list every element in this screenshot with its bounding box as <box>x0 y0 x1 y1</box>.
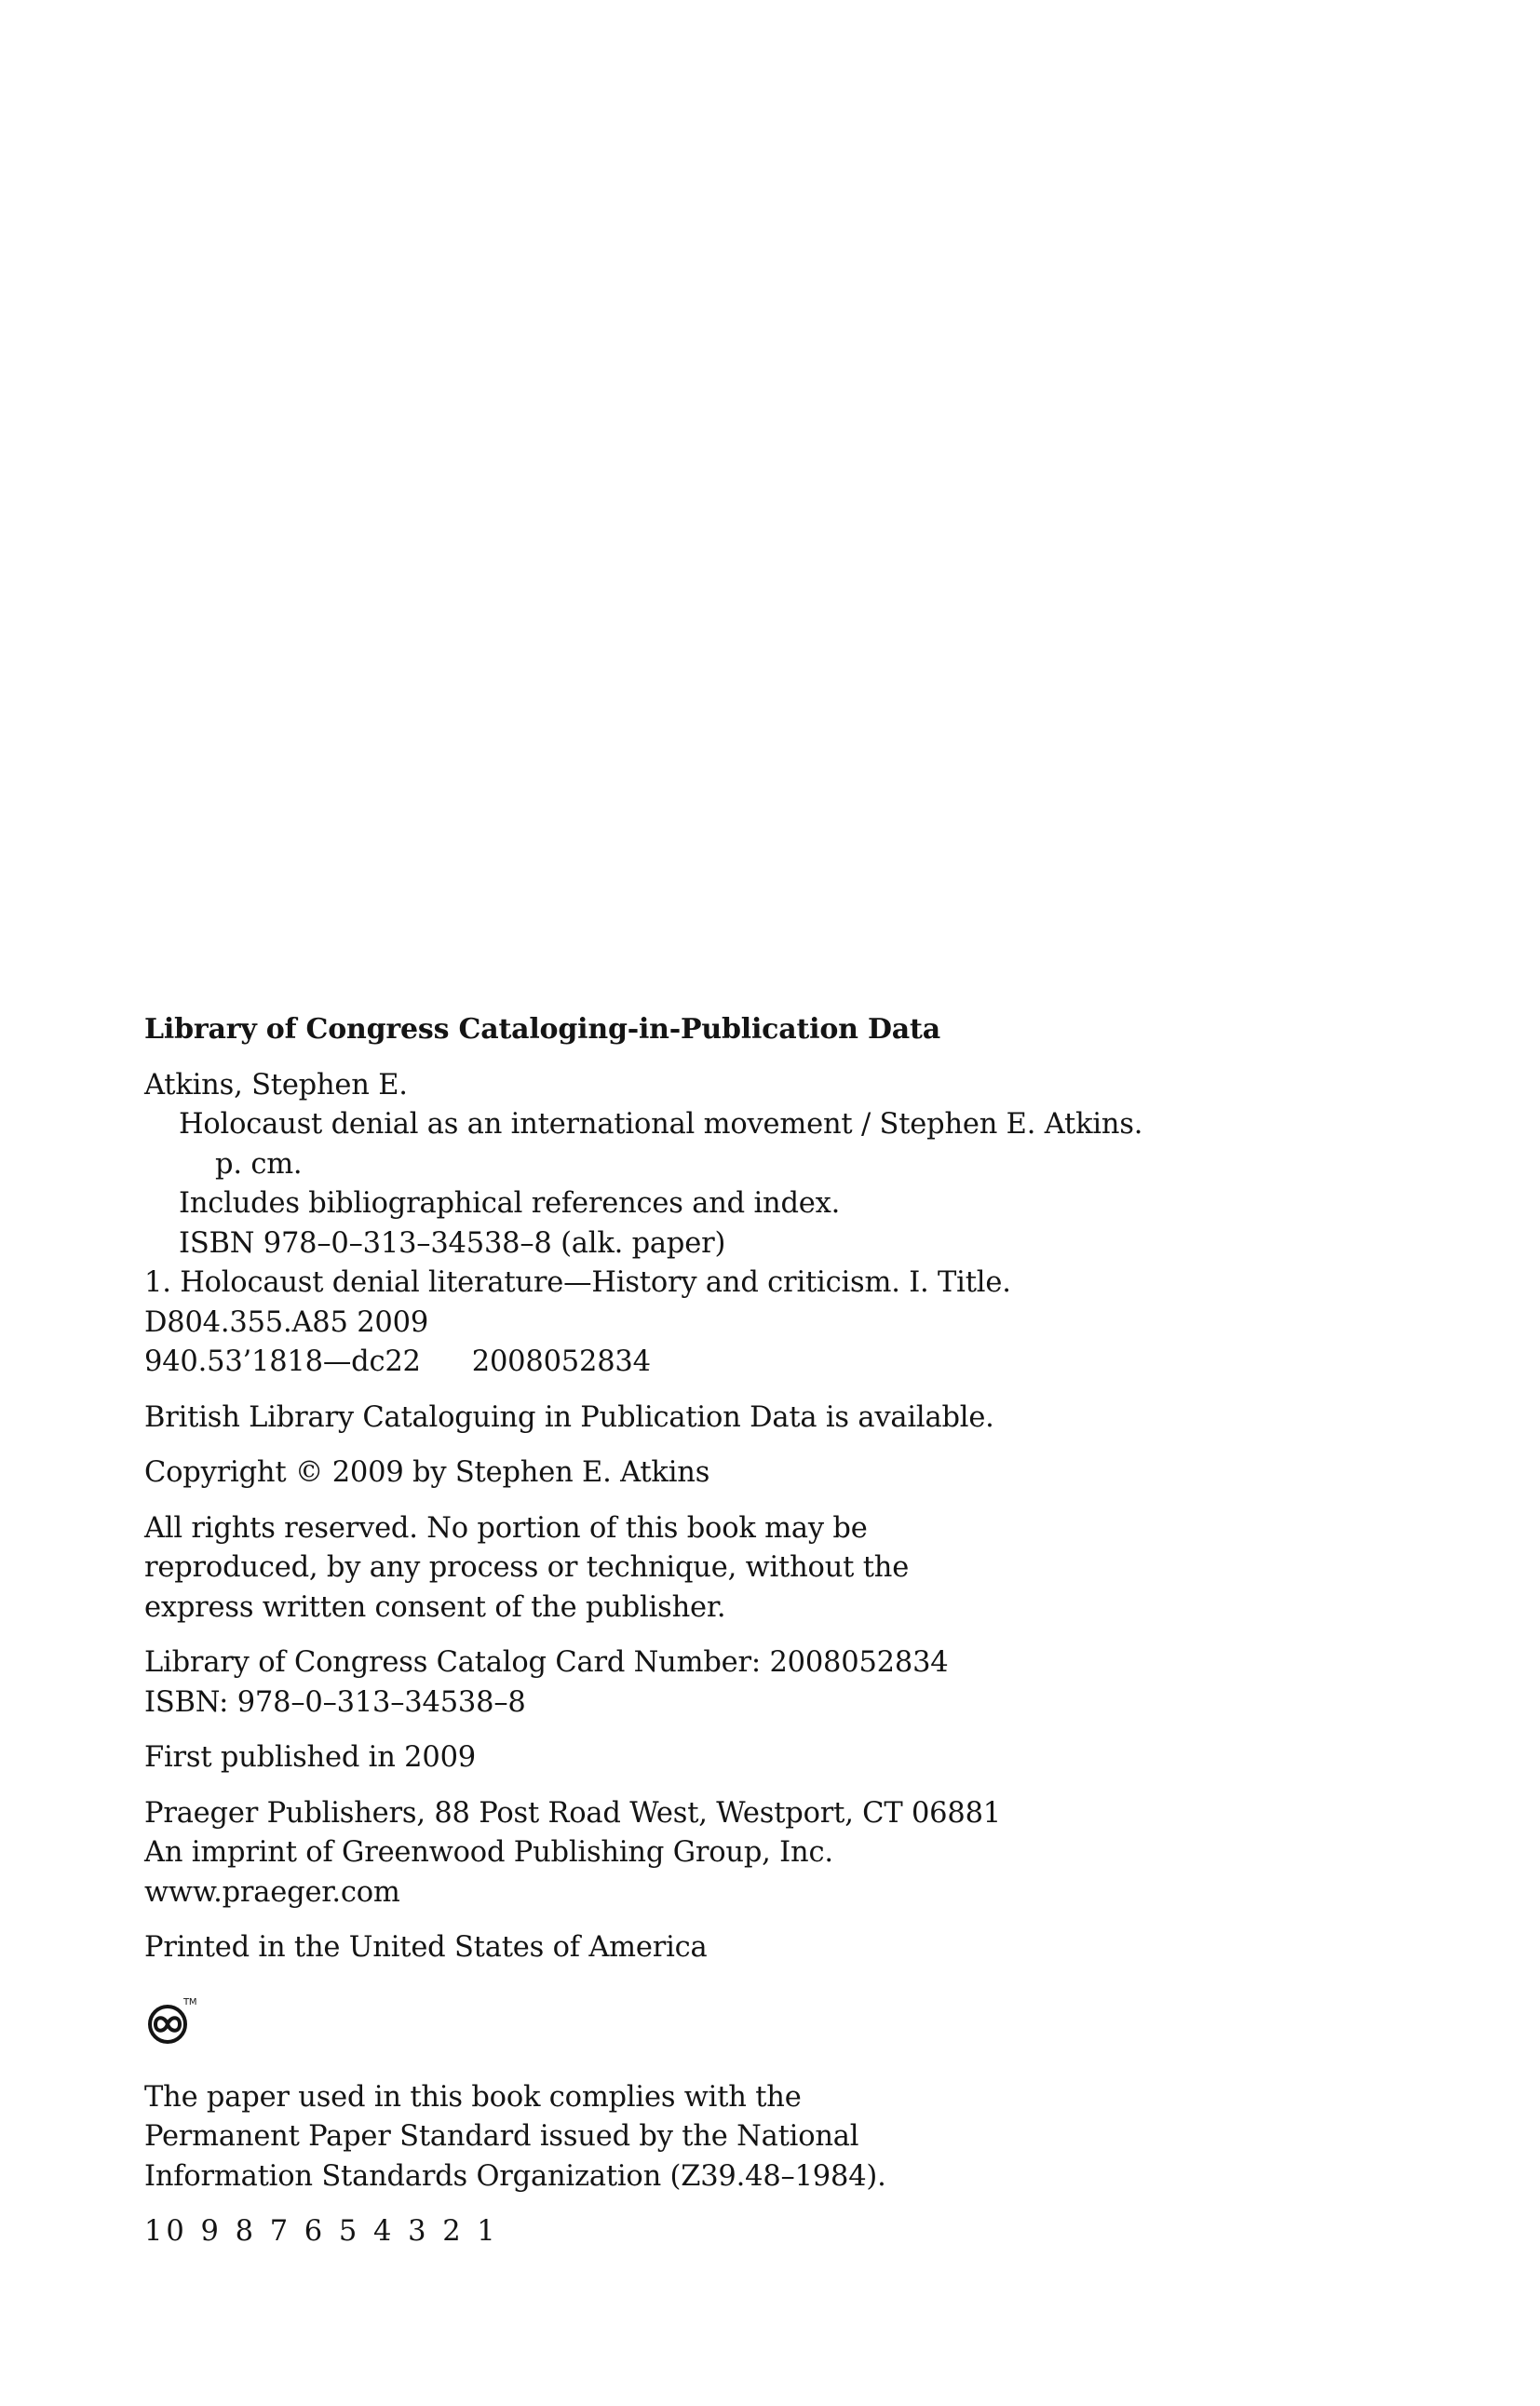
rights-line: reproduced, by any process or technique, without the <box>144 1551 910 1584</box>
cip-author: Atkins, Stephen E. <box>144 1068 408 1102</box>
permanent-paper-infinity-icon <box>144 1992 219 2046</box>
first-published: First published in 2009 <box>144 1741 476 1774</box>
cip-title: Holocaust denial as an international movement / Stephen E. Atkins. <box>179 1108 1143 1141</box>
copyright-notice: Copyright © 2009 by Stephen E. Atkins <box>144 1456 710 1489</box>
publisher-address: Praeger Publishers, 88 Post Road West, Westport, CT 06881 <box>144 1796 1001 1830</box>
paper-statement-line: The paper used in this book complies with the <box>144 2080 802 2114</box>
publisher-info <box>144 1794 1215 1913</box>
cip-dewey: 940.53’1818—dc22 <box>144 1345 421 1378</box>
cip-record <box>144 1066 1215 1383</box>
permanent-paper-symbol <box>144 1992 219 2046</box>
printed-in: Printed in the United States of America <box>144 1931 708 1964</box>
cip-pcm: p. cm. <box>215 1147 303 1181</box>
paper-statement-line: Permanent Paper Standard issued by the National <box>144 2120 859 2153</box>
cip-lc-class: D804.355.A85 2009 <box>144 1305 429 1339</box>
copyright-text-block <box>144 1010 1215 2252</box>
british-library-note: British Library Cataloguing in Publication Data is available. <box>144 1400 994 1434</box>
catalog-isbn: ISBN: 978–0–313–34538–8 <box>144 1685 526 1719</box>
cip-isbn: ISBN 978–0–313–34538–8 (alk. paper) <box>179 1226 726 1260</box>
cip-includes: Includes bibliographical references and index. <box>179 1187 841 1220</box>
printing-line: 10 9 8 7 6 5 4 3 2 1 <box>144 2215 499 2248</box>
rights-statement <box>144 1509 1215 1629</box>
catalog-card-number: Library of Congress Catalog Card Number: 2008052834 <box>144 1646 949 1679</box>
rights-line: express written consent of the publisher. <box>144 1590 726 1624</box>
cip-lccn: 2008052834 <box>471 1345 651 1378</box>
cip-heading: Library of Congress Cataloging-in-Publication Data <box>144 1013 940 1046</box>
catalog-info <box>144 1643 1215 1723</box>
trademark-mark: TM <box>183 1996 197 2007</box>
rights-line: All rights reserved. No portion of this book may be <box>144 1511 868 1545</box>
paper-statement-line: Information Standards Organization (Z39.48–1984). <box>144 2159 886 2193</box>
publisher-imprint: An imprint of Greenwood Publishing Group, Inc. <box>144 1836 833 1869</box>
cip-subject: 1. Holocaust denial literature—History and criticism. I. Title. <box>144 1266 1011 1299</box>
cip-dewey-line <box>144 1343 1215 1383</box>
paper-standard-statement <box>144 2078 1215 2197</box>
publisher-website: www.praeger.com <box>144 1875 400 1909</box>
